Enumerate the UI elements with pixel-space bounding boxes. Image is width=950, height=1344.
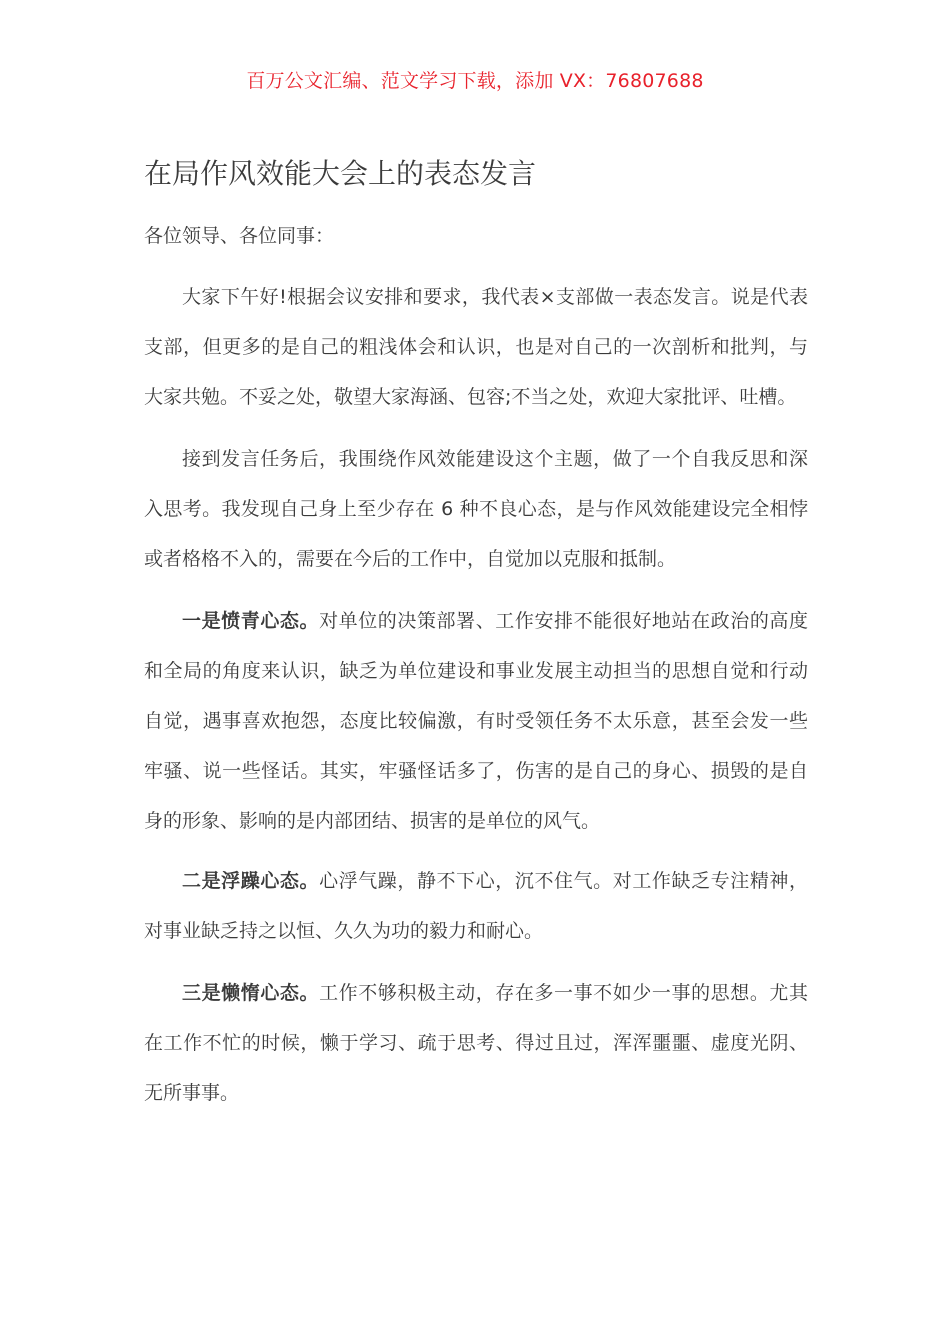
paragraph-text: 接到发言任务后，我围绕作风效能建设这个主题，做了一个自我反思和深入思考。我发现自己身上至少存在 6 种不良心态，是与作风效能建设完全相悖或者格格不入的，需要在今后的工作中，自觉加以克服和抵制。 [144,448,808,570]
paragraph-text: 工作不够积极主动，存在多一事不如少一事的思想。尤其在工作不忙的时候，懒于学习、疏于思考、得过且过，浑浑噩噩、虚度光阴、无所事事。 [144,982,808,1104]
promo-banner: 百万公文汇编、范文学习下载，添加 VX：76807688 [246,70,704,92]
paragraph-lead: 二是浮躁心态。 [182,870,320,892]
paragraph-lead: 一是愤青心态。 [182,610,320,632]
paragraph-reflection [144,434,808,584]
salutation: 各位领导、各位同事： [144,225,335,247]
paragraph-text: 对单位的决策部署、工作安排不能很好地站在政治的高度和全局的角度来认识，缺乏为单位建设和事业发展主动担当的思想自觉和行动自觉，遇事喜欢抱怨，态度比较偏激，有时受领任务不太乐意，甚至会发一些牢骚、说一些怪话。其实，牢骚怪话多了，伤害的是自己的身心、损毁的是自身的形象、影响的是内部团结、损害的是单位的风气。 [144,610,808,832]
document-title: 在局作风效能大会上的表态发言 [144,157,537,190]
paragraph-text: 大家下午好!根据会议安排和要求，我代表×支部做一表态发言。说是代表支部，但更多的是自己的粗浅体会和认识，也是对自己的一次剖析和批判，与大家共勉。不妥之处，敬望大家海涵、包容;不当之处，欢迎大家批评、吐槽。 [144,286,808,408]
paragraph-lead: 三是懒惰心态。 [182,982,320,1004]
paragraph-point-2 [144,856,808,956]
paragraph-text: 心浮气躁，静不下心，沉不住气。对工作缺乏专注精神，对事业缺乏持之以恒、久久为功的毅力和耐心。 [144,870,808,942]
paragraph-point-1 [144,596,808,846]
paragraph-point-3 [144,968,808,1118]
paragraph-intro [144,272,808,422]
